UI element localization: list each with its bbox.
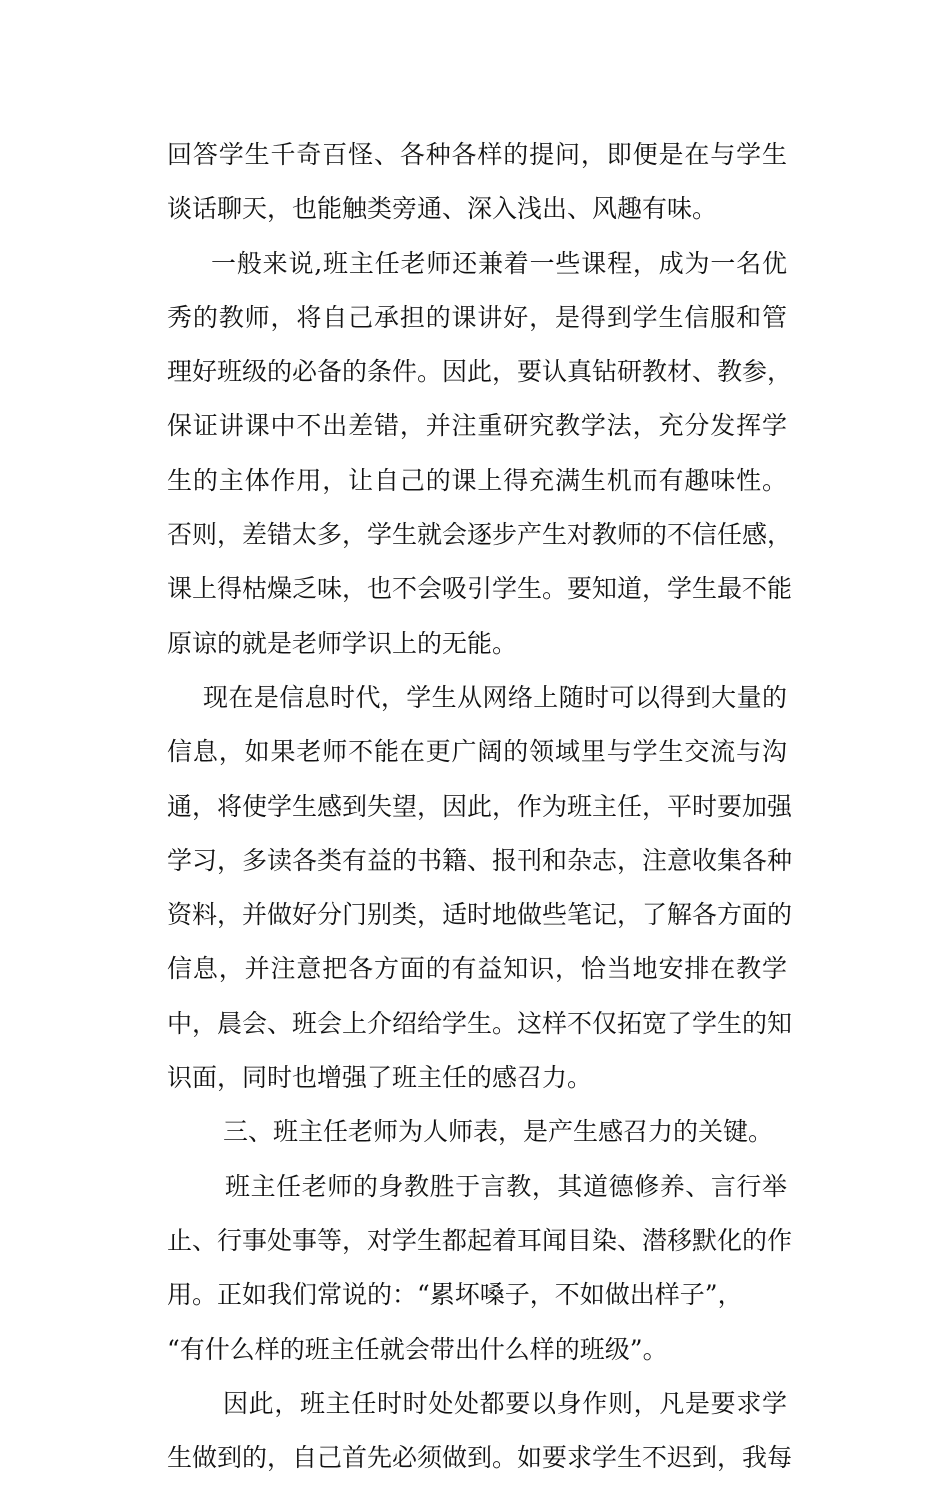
text-line: 保证讲课中不出差错，并注重研究教学法，充分发挥学 (167, 411, 787, 441)
text-line: 止、行事处事等，对学生都起着耳闻目染、潜移默化的作 (167, 1225, 793, 1255)
text-line: 用。正如我们常说的：“累坏嗓子，不如做出样子”， (167, 1280, 743, 1310)
text-line: 否则，差错太多，学生就会逐步产生对教师的不信任感， (167, 520, 793, 550)
text-line: 通，将使学生感到失望，因此，作为班主任，平时要加强 (167, 791, 793, 821)
section-heading: 三、班主任老师为人师表，是产生感召力的关键。 (223, 1117, 774, 1147)
text-line: 生做到的，自己首先必须做到。如要求学生不迟到，我每 (167, 1443, 793, 1473)
text-line: 课上得枯燥乏味，也不会吸引学生。要知道，学生最不能 (167, 574, 793, 604)
text-line: 学习，多读各类有益的书籍、报刊和杂志，注意收集各种 (167, 845, 793, 875)
text-line: 信息，如果老师不能在更广阔的领域里与学生交流与沟 (167, 737, 787, 767)
paragraph-start-line: 一般来说,班主任老师还兼着一些课程，成为一名优 (211, 248, 787, 278)
text-line: 生的主体作用，让自己的课上得充满生机而有趣味性。 (167, 465, 787, 495)
paragraph-start-line: 现在是信息时代，学生从网络上随时可以得到大量的 (203, 682, 787, 712)
text-line: 秀的教师，将自己承担的课讲好，是得到学生信服和管 (167, 302, 787, 332)
body-text (167, 128, 793, 1485)
text-line: 原谅的就是老师学识上的无能。 (167, 628, 518, 658)
text-line: 资料，并做好分门别类，适时地做些笔记，了解各方面的 (167, 900, 793, 930)
text-line: 信息，并注意把各方面的有益知识，恰当地安排在教学 (167, 954, 787, 984)
text-line: 回答学生千奇百怪、各种各样的提问，即便是在与学生 (167, 140, 787, 169)
text-line: 识面，同时也增强了班主任的感召力。 (167, 1063, 593, 1093)
paragraph-start-line: 因此，班主任时时处处都要以身作则，凡是要求学 (223, 1388, 787, 1418)
text-line: 中，晨会、班会上介绍给学生。这样不仅拓宽了学生的知 (167, 1008, 793, 1038)
paragraph-start-line: 班主任老师的身教胜于言教，其道德修养、言行举 (225, 1171, 787, 1201)
text-line: 理好班级的必备的条件。因此，要认真钻研教材、教参， (167, 357, 793, 387)
text-line: “有什么样的班主任就会带出什么样的班级”。 (167, 1334, 668, 1364)
text-line: 谈话聊天，也能触类旁通、深入浅出、风趣有味。 (167, 194, 718, 224)
